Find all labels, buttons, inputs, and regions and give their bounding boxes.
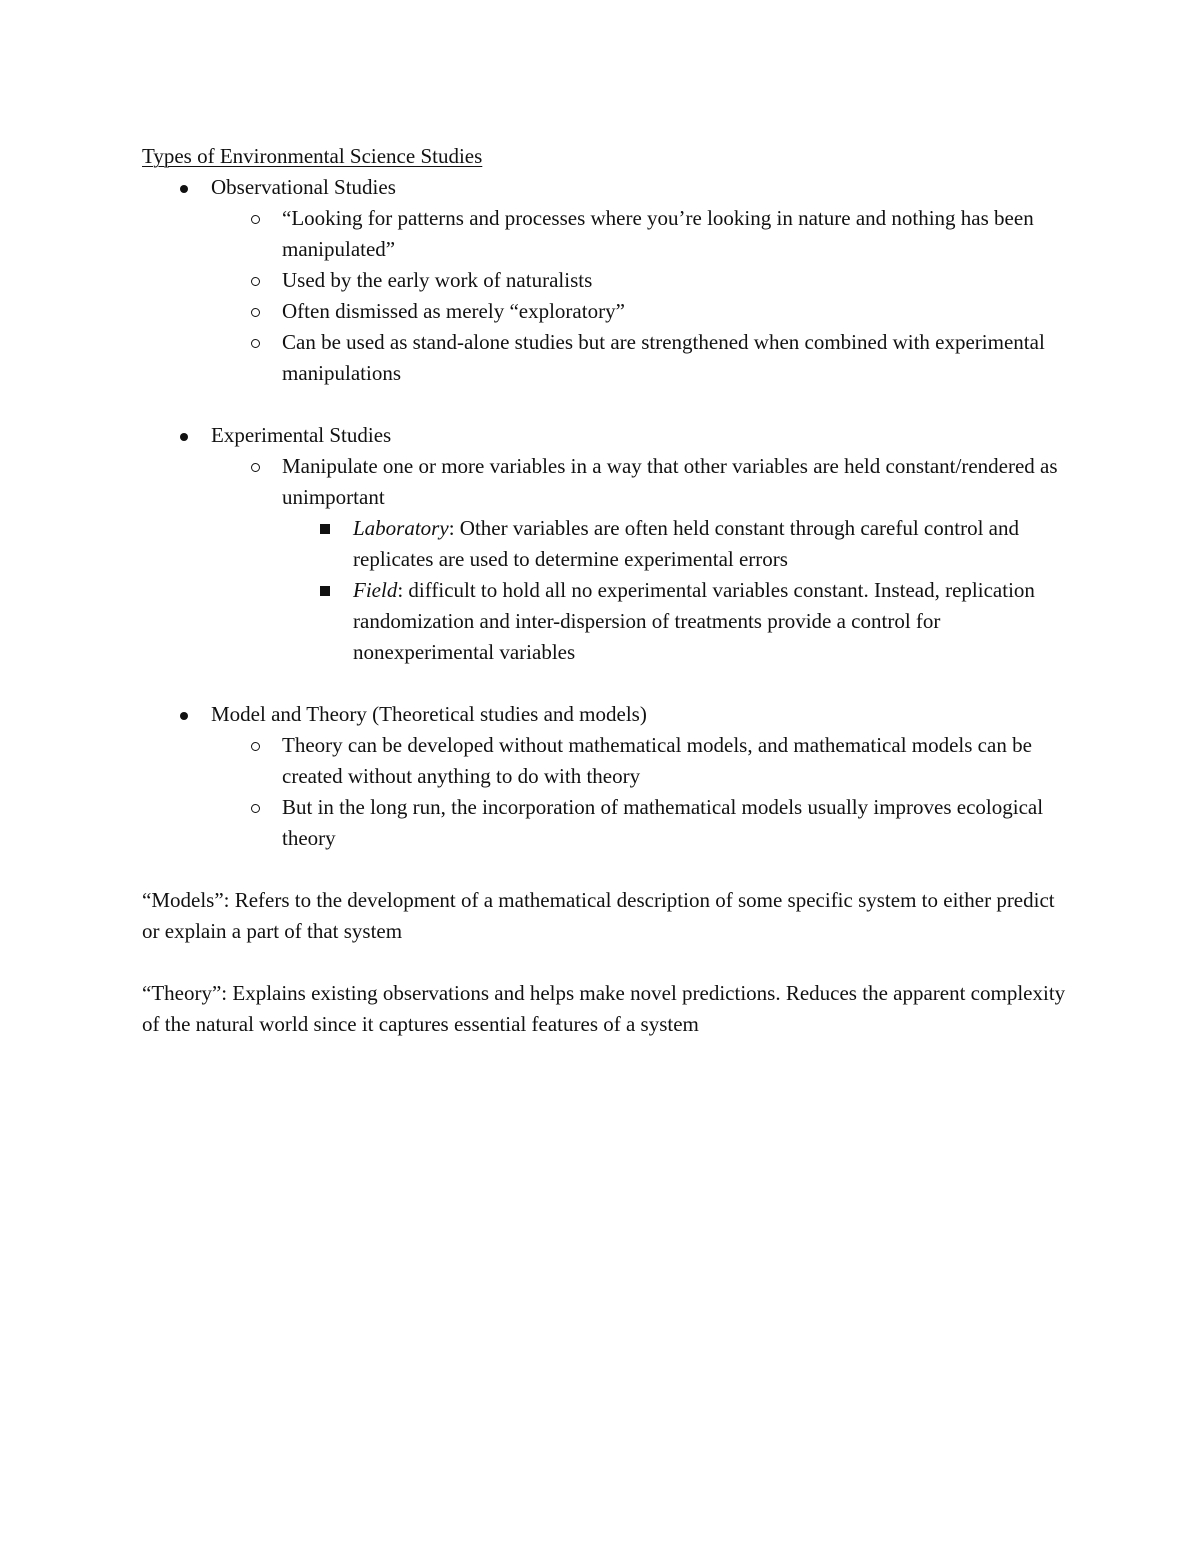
term-laboratory: Laboratory (353, 516, 449, 540)
hollow-bullet-icon (251, 742, 260, 751)
experimental-points (211, 451, 1072, 668)
filled-bullet-icon (180, 712, 188, 720)
hollow-bullet-icon (251, 804, 260, 813)
list-item: But in the long run, the incorporation of mathematical models usually improves ecological theory (211, 792, 1072, 854)
section-heading: Model and Theory (Theoretical studies and models) (211, 702, 647, 726)
list-item: Theory can be developed without mathematical models, and mathematical models can be created without anything to do with theory (211, 730, 1072, 792)
list-item: Used by the early work of naturalists (211, 265, 1072, 296)
page-title: Types of Environmental Science Studies (142, 144, 483, 168)
observational-points (211, 203, 1072, 389)
hollow-bullet-icon (251, 277, 260, 286)
section-heading: Experimental Studies (211, 423, 392, 447)
list-item: Can be used as stand-alone studies but are strengthened when combined with experimental manipulations (211, 327, 1072, 389)
study-types-list (142, 172, 1072, 854)
list-item-laboratory: Laboratory: Other variables are often held constant through careful control and replicates are used to determine experimental errors (282, 513, 1072, 575)
hollow-bullet-icon (251, 339, 260, 348)
definition-models: “Models”: Refers to the development of a mathematical description of some specific system to either predict or explain a part of that system (142, 888, 1055, 943)
list-item-observational (142, 172, 1072, 389)
hollow-bullet-icon (251, 215, 260, 224)
experimental-subpoints (282, 513, 1072, 668)
term-field: Field (353, 578, 398, 602)
filled-bullet-icon (180, 433, 188, 441)
list-item-experimental (142, 420, 1072, 668)
list-item-model-theory (142, 699, 1072, 854)
filled-bullet-icon (180, 185, 188, 193)
square-bullet-icon (320, 586, 330, 596)
document-body (142, 141, 1072, 1040)
list-item: Often dismissed as merely “exploratory” (211, 296, 1072, 327)
list-item: Manipulate one or more variables in a way that other variables are held constant/rendered as unimportant Laboratory: Other variables are often held constant through careful control and replicates are used to determine experimental errors Field: difficult to hold all no experimental variables constant. Instead, replication randomization and inter-dispersion of treatments provide a control for nonexperimental variables (211, 451, 1072, 668)
list-item-field: Field: difficult to hold all no experimental variables constant. Instead, replication randomization and inter-dispersion of treatments provide a control for nonexperimental variables (282, 575, 1072, 668)
hollow-bullet-icon (251, 463, 260, 472)
list-item: “Looking for patterns and processes where you’re looking in nature and nothing has been manipulated” (211, 203, 1072, 265)
hollow-bullet-icon (251, 308, 260, 317)
section-heading: Observational Studies (211, 175, 396, 199)
model-theory-points (211, 730, 1072, 854)
square-bullet-icon (320, 524, 330, 534)
definition-theory: “Theory”: Explains existing observations and helps make novel predictions. Reduces the apparent complexity of the natural world since it captures essential features of a system (142, 981, 1066, 1036)
